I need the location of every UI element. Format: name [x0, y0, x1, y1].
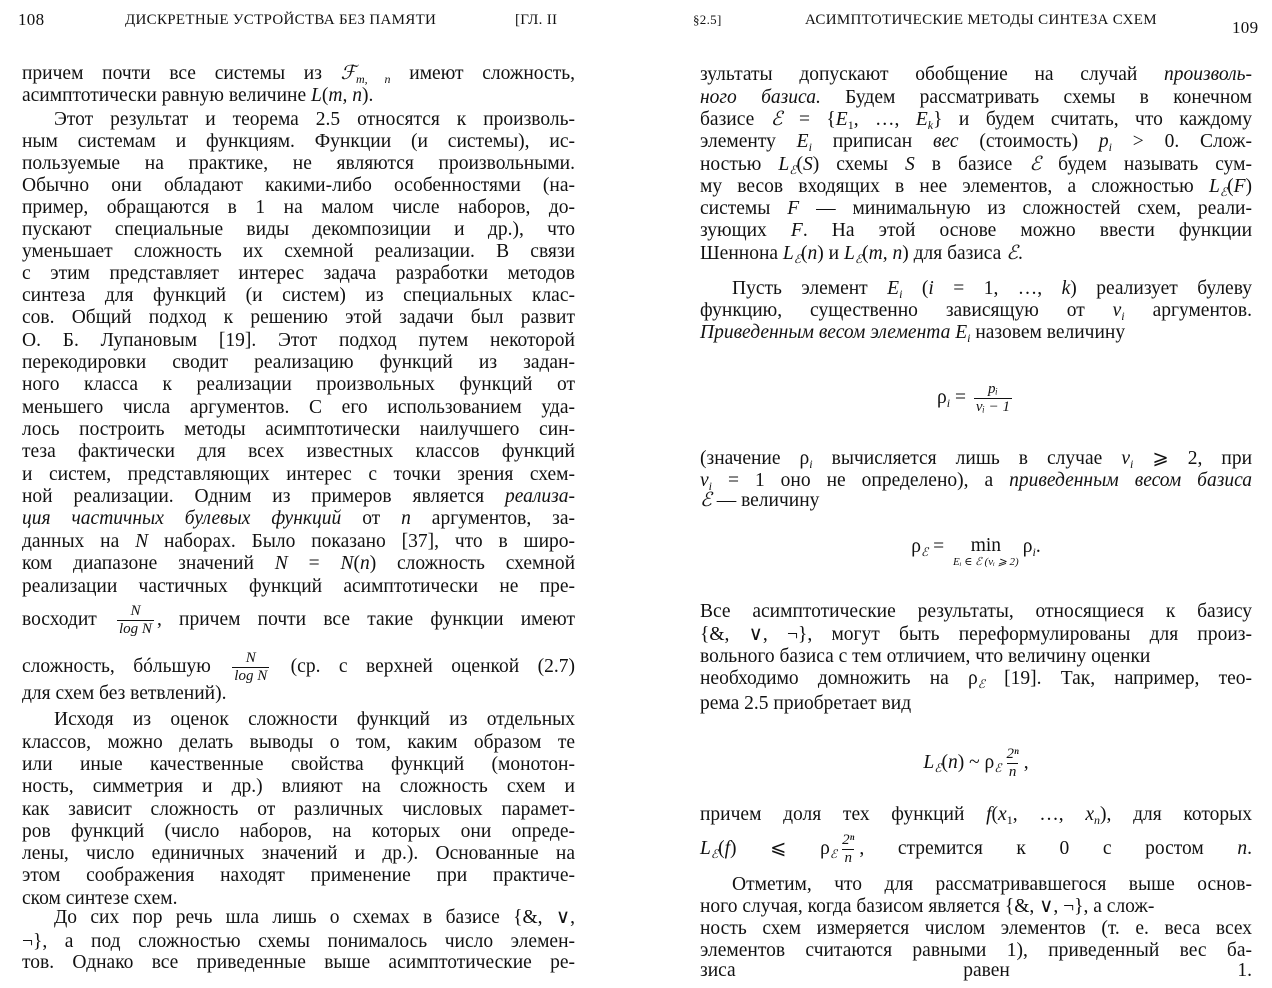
italic-text: F — [787, 198, 800, 219]
text-segment: ( — [801, 243, 808, 264]
numerator: N — [130, 603, 141, 619]
text-segment: вычисляется лишь в случае — [812, 448, 1122, 469]
text-segment: Шеннона — [700, 243, 783, 264]
text-segment: ) — [1245, 176, 1252, 197]
text-segment: меньшего числа аргументов. С его использованием уда- — [22, 397, 575, 418]
text-segment: ( — [1227, 176, 1234, 197]
text-line — [22, 153, 575, 175]
text-segment: ) ~ ρ — [957, 751, 995, 773]
text-line — [22, 285, 575, 307]
text-segment: ность схем измеряется числом элементов (т. е. веса всех — [700, 918, 1252, 939]
text-line — [700, 646, 1252, 668]
text-segment: ( — [796, 154, 803, 175]
italic-text: E — [887, 278, 900, 299]
text-segment: Пусть элемент — [732, 278, 888, 299]
italic-text: реализа- — [504, 486, 575, 507]
italic-text: n — [401, 508, 411, 529]
italic-text: n — [807, 243, 818, 264]
italic-text: N — [135, 531, 149, 552]
italic-text: N — [274, 553, 288, 574]
text-segment: наборах. Было показано [37], что в широ- — [148, 531, 575, 552]
subscript: ℰ — [710, 846, 719, 861]
italic-text: L — [782, 243, 794, 264]
text-segment: как зависит сложность от различных числовых парамет- — [22, 799, 575, 820]
subscript: i — [1129, 457, 1134, 471]
text-segment: зующих — [700, 220, 791, 241]
text-segment: синтеза для функций (и систем) из специальных клас- — [22, 285, 575, 306]
display-formula — [700, 535, 1252, 568]
subscript: ℰ — [793, 252, 802, 266]
italic-text: N — [340, 553, 354, 574]
italic-text: L — [700, 837, 711, 859]
text-segment: назовем величину — [970, 322, 1126, 343]
text-segment: — величину — [711, 490, 820, 511]
italic-text: E — [835, 109, 848, 130]
text-segment: причем почти все системы из — [22, 63, 341, 84]
italic-text: f — [986, 804, 992, 825]
text-segment: ( — [862, 243, 869, 264]
text-line — [22, 263, 575, 285]
text-segment: , стремится к 0 с ростом — [859, 837, 1238, 859]
text-segment: ) для базиса — [902, 243, 1007, 264]
text-segment: ρ — [799, 448, 810, 469]
italic-text: S — [905, 154, 915, 175]
text-segment: лось построить методы асимптотически наилучшего син- — [22, 419, 575, 440]
text-line — [700, 804, 1252, 826]
text-segment: ρ — [1022, 536, 1033, 557]
italic-text: m, n — [868, 243, 903, 264]
text-line — [700, 64, 1252, 86]
text-line — [700, 300, 1252, 322]
text-segment: = 1, …, — [933, 278, 1062, 299]
text-segment: ) и — [817, 243, 844, 264]
italic-text: приведенным весом базиса — [1009, 470, 1252, 491]
subscript: i — [708, 479, 712, 493]
text-segment: для схем без ветвлений). — [22, 683, 227, 704]
subscript: n — [1094, 813, 1101, 827]
text-segment: уменьшает сложность их схемной реализации. В связи — [22, 241, 575, 262]
fraction — [974, 381, 1012, 416]
italic-text: E — [796, 131, 809, 152]
text-segment: . На этой основе можно ввести функции — [802, 220, 1253, 241]
subscript: i — [1108, 140, 1112, 154]
section-label: §2.5] — [693, 12, 722, 27]
display-formula — [700, 381, 1252, 415]
italic-text: v — [1121, 448, 1130, 469]
text-line — [700, 220, 1252, 242]
italic-text: x — [1085, 804, 1095, 825]
text-segment: зультаты допускают обобщение на случай — [700, 64, 1165, 85]
text-line — [22, 374, 575, 396]
text-line — [700, 601, 1252, 623]
subscript: 1 — [847, 118, 854, 132]
text-line — [700, 176, 1252, 198]
text-segment: ком диапазоне значений — [22, 553, 275, 574]
text-segment: . — [1035, 536, 1041, 557]
text-segment: ( — [718, 837, 725, 859]
text-line — [22, 397, 575, 419]
page-number: 108 — [18, 10, 45, 29]
text-line — [22, 307, 575, 329]
text-segment: (значение — [700, 448, 800, 469]
numerator: 2ⁿ — [842, 832, 855, 848]
italic-text: F — [1233, 176, 1246, 197]
text-segment: рема 2.5 приобретает вид — [700, 693, 912, 714]
numerator: pᵢ — [987, 381, 998, 397]
text-segment: Обычно они обладают какими-либо особенностями (на- — [22, 175, 575, 196]
italic-text: L — [778, 154, 790, 175]
text-segment: тов. Однако все приведенные выше асимптотические ре- — [22, 952, 575, 973]
text-segment: Исходя из оценок сложности функций из отдельных — [54, 709, 575, 730]
text-line — [700, 940, 1252, 962]
text-segment: элементов считаются равными 1), приведенный вес ба- — [700, 940, 1252, 961]
text-line — [22, 441, 575, 463]
text-segment: = 1 оно не определено), а — [712, 470, 1010, 491]
text-segment: , …, — [1012, 804, 1086, 825]
text-line — [22, 419, 575, 441]
text-segment: зиса равен 1. — [700, 960, 1252, 981]
italic-text: m, n — [328, 85, 362, 106]
text-segment: ) ⩽ ρ — [730, 837, 830, 859]
italic-text: вес — [933, 131, 959, 152]
italic-text: n — [1237, 837, 1248, 859]
text-segment: . — [1018, 243, 1023, 264]
text-line — [22, 931, 575, 953]
text-segment: лены, число единичных значений и др.). Основанные на — [22, 843, 575, 864]
subscript: ℰ — [994, 760, 1002, 775]
text-segment: реализации частичных функций асимптотически не пре- — [22, 576, 575, 597]
italic-text: ℱ — [340, 63, 356, 84]
denominator: vᵢ − 1 — [975, 399, 1010, 415]
italic-text: x — [998, 804, 1007, 825]
text-line — [700, 960, 1252, 982]
text-segment: ), для которых — [1100, 804, 1252, 825]
text-line — [700, 896, 1252, 918]
text-segment: {&, ∨, ¬}, могут быть переформулированы для произ- — [700, 624, 1252, 645]
text-segment: ском синтезе схем. — [22, 888, 178, 909]
operator: min — [970, 535, 1002, 556]
subscript: i — [899, 287, 903, 301]
italic-text: F — [790, 220, 803, 241]
subscript: ℰ — [1219, 185, 1228, 199]
text-line — [54, 907, 575, 929]
subscript: k — [927, 118, 934, 132]
text-line — [22, 131, 575, 153]
text-segment: от — [341, 508, 402, 529]
text-segment: ( — [941, 751, 948, 773]
text-segment: ¬}, а под сложностью схемы понималось число элемен- — [22, 931, 575, 952]
text-line — [700, 693, 1252, 715]
text-segment: , …, — [853, 109, 916, 130]
subscript: m, n — [356, 72, 391, 86]
subscript: i — [946, 395, 951, 410]
text-segment: имеют сложность, — [390, 63, 575, 84]
text-line — [22, 650, 575, 684]
text-segment: ного класса к реализации произвольных функций от — [22, 374, 575, 395]
text-segment: ров функций (число наборов, на которых они опреде- — [22, 821, 575, 842]
text-segment: ) сложность схемной — [369, 553, 576, 574]
text-segment: > 0. Слож- — [1111, 131, 1252, 152]
italic-text: E — [915, 109, 928, 130]
subscript: ℰ — [977, 677, 985, 691]
text-segment: ) схемы — [812, 154, 906, 175]
text-line — [54, 709, 575, 731]
italic-text: E — [955, 322, 968, 343]
text-line — [22, 486, 575, 508]
text-segment: . — [1247, 837, 1252, 859]
text-segment: базисе — [700, 109, 771, 130]
italic-text: f — [724, 837, 731, 859]
text-line — [700, 668, 1252, 690]
subscript: 1 — [1006, 813, 1013, 827]
text-segment: = — [287, 553, 341, 574]
right-page — [636, 0, 1272, 988]
text-line — [22, 821, 575, 843]
italic-text: n — [947, 751, 958, 773]
text-line — [700, 918, 1252, 940]
fraction — [1005, 746, 1021, 781]
text-segment: теза фактически для всех известных классов функций — [22, 441, 575, 462]
text-segment: Этот результат и теорема 2.5 относятся к произволь- — [54, 109, 575, 130]
text-segment: , причем почти все такие функции имеют — [156, 608, 575, 630]
text-segment: данных на — [22, 531, 136, 552]
text-segment: аргументов, за- — [410, 508, 575, 529]
italic-text: L — [843, 243, 855, 264]
text-line — [22, 952, 575, 974]
text-segment: ρ — [911, 536, 922, 557]
text-segment: необходимо домножить на — [700, 668, 968, 689]
text-line — [22, 197, 575, 219]
text-line — [700, 624, 1252, 646]
numerator: 2ⁿ — [1006, 746, 1019, 762]
text-line — [22, 865, 575, 887]
subscript: i — [809, 457, 813, 471]
text-line — [54, 109, 575, 131]
chapter-label: [ГЛ. II — [515, 12, 558, 28]
text-segment: ρ — [967, 668, 978, 689]
text-segment: ) реализует булеву — [1070, 278, 1253, 299]
italic-text: ℰ — [700, 490, 712, 511]
italic-text: L — [923, 751, 935, 773]
text-line — [700, 470, 1252, 492]
text-segment: ( — [353, 553, 360, 574]
min-operator — [953, 536, 1019, 568]
text-segment: перекодировки сводит реализацию функций из задан- — [22, 352, 575, 373]
text-segment: пользуемые на практике, не являются произвольными. — [22, 153, 575, 174]
text-segment: будем называть сум- — [1041, 154, 1252, 175]
text-segment: До сих пор речь шла лишь о схемах в базисе {&, ∨, — [54, 907, 575, 928]
text-line — [22, 464, 575, 486]
subscript: i — [1032, 545, 1036, 559]
text-line — [700, 198, 1252, 220]
text-line — [22, 732, 575, 754]
text-segment: (ср. с верхней оценкой (2.7) — [272, 655, 575, 677]
denominator: n — [1008, 764, 1017, 780]
fraction — [232, 650, 269, 685]
subscript: ℰ — [829, 846, 838, 861]
italic-text: ℰ — [770, 109, 783, 130]
italic-text: L — [311, 85, 322, 106]
text-segment: восходит — [22, 608, 114, 630]
text-line — [700, 87, 1252, 109]
text-line — [22, 508, 575, 530]
text-segment: Все асимптотические результаты, относящиеся к базису — [700, 601, 1252, 622]
subscript: i — [1121, 309, 1125, 323]
italic-text: ция частичных булевых функций — [22, 508, 342, 529]
text-segment: сложность, бóльшую — [22, 655, 230, 677]
text-segment: ностью — [700, 154, 779, 175]
italic-text: ного базиса. — [700, 87, 821, 108]
text-segment: ). — [361, 85, 374, 106]
text-line — [22, 683, 575, 705]
text-line — [22, 352, 575, 374]
text-segment: [19]. Так, например, тео- — [984, 668, 1252, 689]
text-segment: , — [1023, 751, 1029, 773]
italic-text: k — [1061, 278, 1071, 299]
text-segment: функцию, существенно зависящую от — [700, 300, 1113, 321]
text-line — [732, 874, 1252, 896]
text-line — [732, 278, 1252, 300]
text-segment: классов, можно делать выводы о том, каким образом те — [22, 732, 575, 753]
text-segment: — минимальную из сложностей схем, реали- — [799, 198, 1252, 219]
text-line — [700, 109, 1252, 131]
denominator: log N — [119, 621, 152, 637]
text-segment: вольного базиса с тем отличием, что величину оценки — [700, 646, 1151, 667]
text-segment: элементу — [700, 131, 797, 152]
italic-text: L — [1208, 176, 1220, 197]
display-formula — [700, 746, 1252, 780]
italic-text: p — [1098, 131, 1109, 152]
text-segment: Отметим, что для рассматривавшегося выше основ- — [732, 874, 1252, 895]
italic-text: v — [1112, 300, 1122, 321]
italic-text: ℰ — [1029, 154, 1042, 175]
italic-text: ℰ — [1006, 243, 1019, 264]
text-segment: Будем рассматривать схемы в конечном — [820, 87, 1252, 108]
text-segment: му весов входящих в нее элементов, а сложностью — [700, 176, 1209, 197]
text-segment: = — [928, 536, 950, 557]
text-line — [22, 754, 575, 776]
text-line — [22, 531, 575, 553]
text-segment: ( — [321, 85, 329, 106]
text-segment: ⩾ 2, при — [1133, 448, 1253, 469]
text-segment: ным системам и функциям. Функции (и системы), ис- — [22, 131, 575, 152]
text-segment: приписан — [811, 131, 934, 152]
text-segment: или иные качественные свойства функций (монотон- — [22, 754, 575, 775]
text-segment: в базисе — [914, 154, 1030, 175]
text-line — [700, 448, 1252, 470]
italic-text: v — [700, 470, 709, 491]
text-line — [700, 131, 1252, 153]
text-line — [22, 63, 575, 85]
text-segment: этом соображения находят применение при практиче- — [22, 865, 575, 886]
text-line — [22, 219, 575, 241]
italic-text: i — [928, 278, 934, 299]
subscript: ℰ — [934, 760, 942, 775]
italic-text: n — [359, 553, 370, 574]
text-segment: причем доля тех функций — [700, 804, 987, 825]
text-segment: ( — [991, 804, 999, 825]
text-line — [22, 603, 575, 637]
text-segment: } и будем считать, что каждому — [933, 109, 1253, 130]
text-line — [22, 330, 575, 352]
text-line — [22, 175, 575, 197]
text-segment: сов. Общий подход к решению этой задачи был развит — [22, 307, 575, 328]
italic-text: S — [802, 154, 813, 175]
text-line — [700, 243, 1252, 265]
numerator: N — [245, 650, 256, 666]
text-segment: ( — [902, 278, 929, 299]
text-line — [700, 322, 1252, 344]
text-segment: аргументов. — [1124, 300, 1252, 321]
text-segment: ного случая, когда базисом является {&, ∨, ¬}, а слож- — [700, 896, 1155, 917]
text-line — [700, 490, 1252, 512]
text-line — [700, 154, 1252, 176]
running-title: ДИСКРЕТНЫЕ УСТРОЙСТВА БЕЗ ПАМЯТИ — [125, 12, 437, 28]
text-segment: ной реализации. Одним из примеров является — [22, 486, 505, 507]
text-segment: пускают специальные виды декомпозиции и др.), что — [22, 219, 575, 240]
text-line — [22, 799, 575, 821]
text-line — [22, 843, 575, 865]
italic-text: произволь- — [1164, 64, 1252, 85]
text-segment: = — [950, 386, 971, 408]
denominator: log N — [234, 668, 268, 684]
text-line — [22, 576, 575, 598]
page-number: 109 — [1232, 18, 1259, 37]
running-title: АСИМПТОТИЧЕСКИЕ МЕТОДЫ СИНТЕЗА СХЕМ — [805, 12, 1157, 28]
subscript: ℰ — [921, 545, 929, 559]
text-segment: (стоимость) — [958, 131, 1099, 152]
text-segment: пример, обращаются в 1 на малом числе наборов, до- — [22, 197, 575, 218]
subscript: ℰ — [789, 163, 797, 177]
operator-subscript: Eᵢ ∈ ℰ (vᵢ ⩾ 2) — [953, 556, 1019, 568]
text-line — [22, 553, 575, 575]
subscript: ℰ — [854, 252, 863, 266]
text-line — [700, 832, 1252, 866]
italic-text: Приведенным весом элемента — [700, 322, 956, 343]
text-segment: и систем, представляющих интерес с точки зрения схем- — [22, 464, 575, 485]
text-segment: асимптотически равную величине — [22, 85, 311, 106]
text-line — [22, 241, 575, 263]
subscript: i — [808, 140, 812, 154]
denominator: n — [844, 850, 852, 866]
subscript: i — [967, 331, 971, 345]
text-segment: системы — [700, 198, 788, 219]
fraction — [117, 603, 154, 638]
text-segment: с этим представляет интерес задача разработки методов — [22, 263, 575, 284]
text-segment: О. Б. Лупановым [19]. Этот подход путем некоторой — [22, 330, 575, 351]
text-line — [22, 85, 575, 107]
fraction — [840, 832, 856, 867]
text-segment: = { — [782, 109, 836, 130]
text-segment: ность, симметрия и др.) влияют на сложность схем и — [22, 776, 575, 797]
text-line — [22, 776, 575, 798]
text-segment: ρ — [937, 386, 947, 408]
